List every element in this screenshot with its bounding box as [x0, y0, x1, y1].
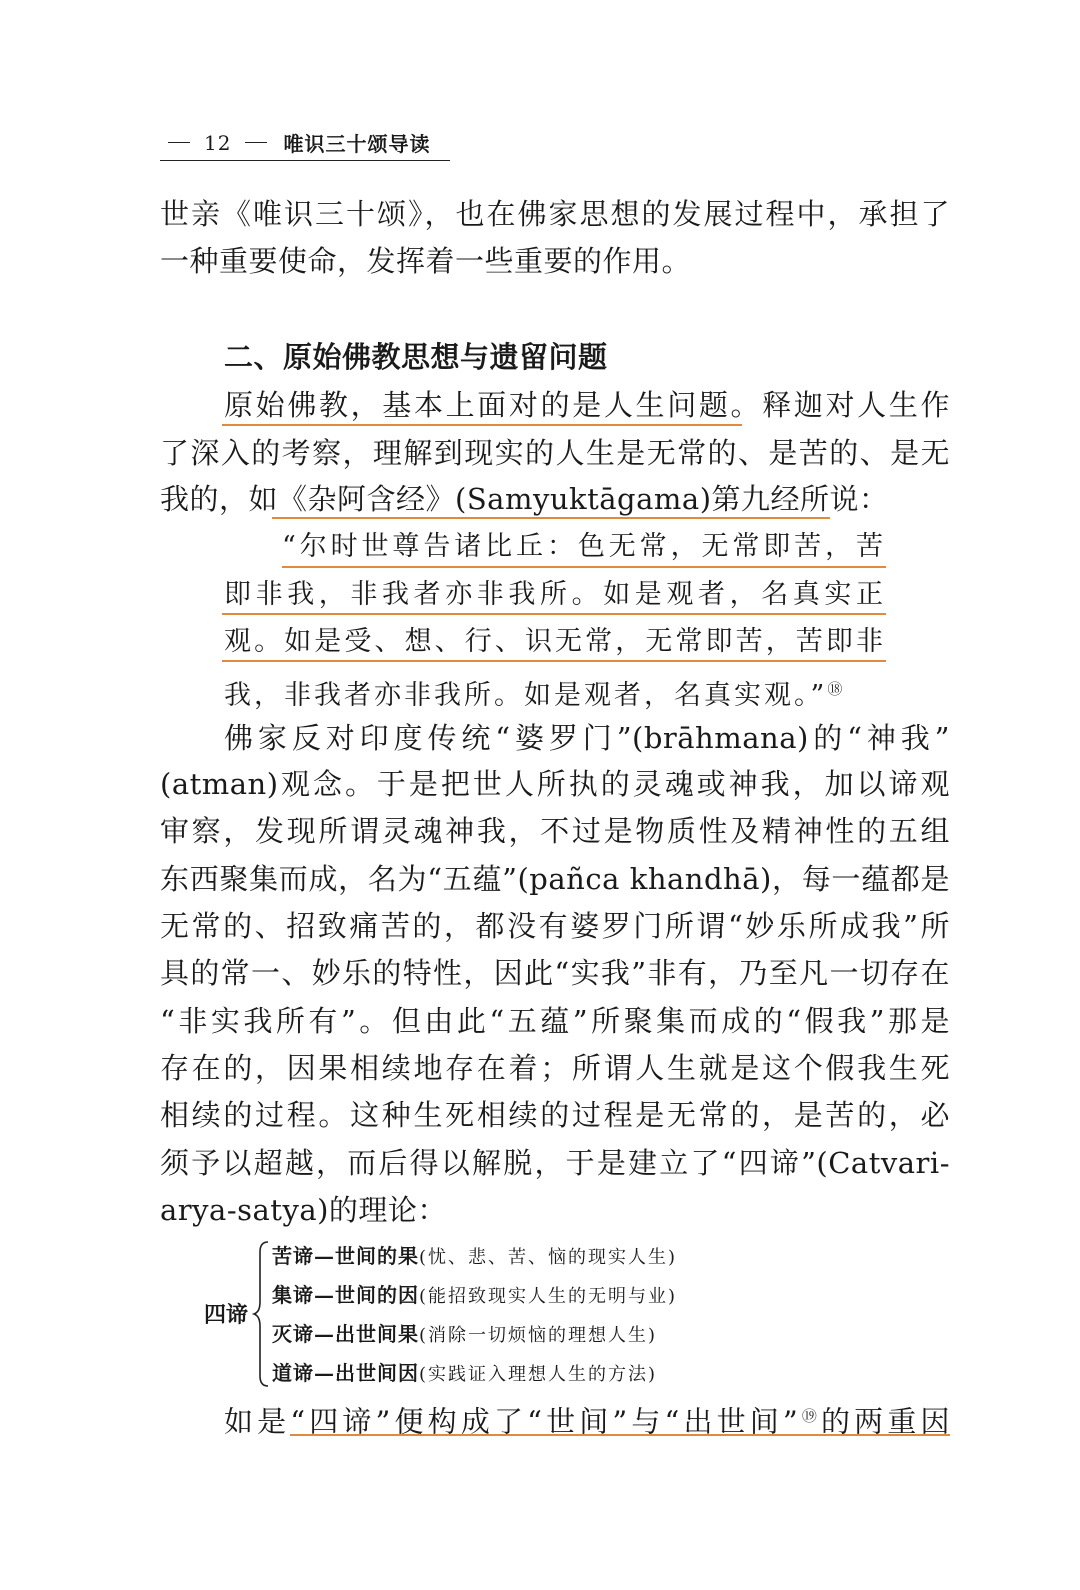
curly-brace-icon — [252, 1240, 270, 1388]
header-dash-left — [168, 142, 190, 143]
header-rule — [160, 160, 450, 161]
text-line: 佛家反对印度传统“婆罗门”(brāhmana)的“神我” — [224, 721, 950, 755]
text-segment: 的两重因 — [821, 1404, 950, 1439]
highlight-underline — [272, 517, 830, 519]
running-header — [160, 128, 430, 157]
text-line: (atman)观念。于是把世人所执的灵魂或神我，加以谛观 — [160, 767, 950, 801]
text-line: 无常的、招致痛苦的，都没有婆罗门所谓“妙乐所成我”所 — [160, 909, 950, 943]
truth-item — [272, 1279, 677, 1308]
text-line: 存在的，因果相续地存在着；所谓人生就是这个假我生死 — [160, 1051, 950, 1085]
text-line: 东西聚集而成，名为“五蕴”(pañca khandhā)，每一蕴都是 — [160, 862, 950, 896]
text-line: 具的常一、妙乐的特性，因此“实我”非有，乃至凡一切存在 — [160, 956, 950, 990]
section-heading: 二、原始佛教思想与遗留问题 — [224, 340, 608, 374]
text-line: 一种重要使命，发挥着一些重要的作用。 — [160, 244, 692, 278]
text-line: arya-satya)的理论： — [160, 1193, 447, 1227]
quote-line: 即非我，非我者亦非我所。如是观者，名真实正 — [224, 579, 886, 610]
text-line: 须予以超越，而后得以解脱，于是建立了“四谛”(Catvari- — [160, 1146, 950, 1180]
truth-desc: (消除一切烦恼的理想人生) — [419, 1325, 658, 1346]
quote-line-last — [224, 672, 845, 713]
truth-term: 苦谛—世间的果 — [272, 1244, 419, 1268]
truth-desc: (实践证入理想人生的方法) — [419, 1364, 658, 1385]
book-title: 唯识三十颂导读 — [283, 132, 431, 156]
text-line: “非实我所有”。但由此“五蕴”所聚集而成的“假我”那是 — [160, 1004, 950, 1038]
highlight-underline — [282, 566, 886, 568]
truth-term: 集谛—世间的因 — [272, 1283, 419, 1307]
truth-desc: (能招致现实人生的无明与业) — [419, 1286, 678, 1307]
quote-text: 我，非我者亦非我所。如是观者，名真实观。” — [224, 680, 828, 711]
truth-item — [272, 1240, 677, 1269]
truth-item — [272, 1318, 657, 1347]
footnote-mark: ⑱ — [827, 680, 846, 698]
footnote-mark: ⑲ — [798, 1407, 822, 1425]
quote-line: “尔时世尊告诸比丘：色无常，无常即苦，苦 — [282, 531, 886, 562]
highlight-underline — [222, 424, 742, 426]
truth-desc: (忧、悲、苦、恼的现实人生) — [419, 1247, 678, 1268]
text-line: 审察，发现所谓灵魂神我，不过是物质性及精神性的五组 — [160, 814, 950, 848]
text-line: 我的，如《杂阿含经》(Samyuktāgama)第九经所说： — [160, 482, 889, 516]
highlight-underline — [222, 613, 886, 615]
text-segment: 如是“四谛”便构成了“世间”与“出世间” — [224, 1404, 799, 1439]
text-line-last — [224, 1399, 950, 1439]
text-line: 原始佛教，基本上面对的是人生问题。释迦对人生作 — [224, 388, 950, 422]
text-line: 世亲《唯识三十颂》，也在佛家思想的发展过程中，承担了 — [160, 197, 950, 231]
highlight-underline — [222, 660, 886, 662]
highlight-underline — [290, 1434, 950, 1436]
quote-line: 观。如是受、想、行、识无常，无常即苦，苦即非 — [224, 626, 886, 657]
truth-term: 灭谛—出世间果 — [272, 1322, 419, 1346]
four-truths-label: 四谛 — [204, 1302, 249, 1328]
truth-term: 道谛—出世间因 — [272, 1361, 419, 1385]
text-line: 相续的过程。这种生死相续的过程是无常的，是苦的，必 — [160, 1098, 950, 1132]
page-number: 12 — [204, 130, 232, 155]
truth-item — [272, 1357, 657, 1386]
header-dash-right — [245, 142, 267, 143]
text-line: 了深入的考察，理解到现实的人生是无常的、是苦的、是无 — [160, 436, 950, 470]
